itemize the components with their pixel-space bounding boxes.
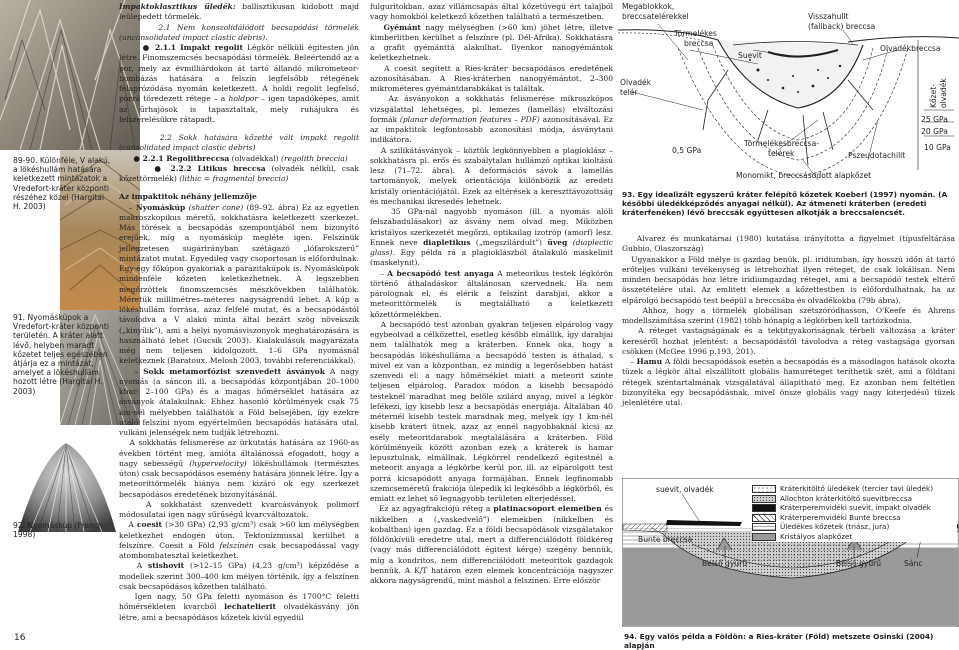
label-teler: telér bbox=[620, 88, 638, 97]
paragraph: 35 GPa-nál nagyobb nyomáson (ill. a nyomás alóli felszabadulásakor) az ásvány nem olvad meg. Miközben kristályos szerkezetét megőrzi, optikailag izotróp (amorf) lesz. Ennek neve diapletikus („megszilárdult”) üveg (diaplectic glass). Egy példa rá a plagioklászból átalakuló maskelinit (maskelynit). bbox=[370, 207, 614, 268]
paragraph: ● 2.2.2 Litikus breccsa (olvadék nélkül, csak kőzettörmelék) (lithic = fragmental breccia) bbox=[119, 163, 359, 183]
caption-fig-92: 92. Nyomáskúp (French 1998) bbox=[13, 521, 103, 540]
text-column-3 bbox=[370, 2, 613, 650]
legend-label: Kráterperemvidéki suevit, impakt olvadék bbox=[780, 503, 931, 513]
paragraph: Impaktoklasztikus üledék: ballisztikusan kidobott majd leülepedett törmelék. bbox=[119, 2, 360, 22]
legend-swatch bbox=[752, 504, 776, 512]
label-kozet: Kőzet- bbox=[929, 83, 938, 108]
paragraph: ● 2.2.1 Regolitbreccsa (olvadékkal) (regolith breccia) bbox=[133, 153, 348, 163]
paragraph: – Nyomáskúp (shatter cone) (89–92. ábra) Ez az egyetlen makroszkopikus méretű, sokkhatásra keletkezett szerkezet. Más törések a becsapódás szempontjából nem bizonyító erejűek, míg a nyomáskúp megléte igen. Felszínük jellegzetesen sugárirányban szétágazó „lófarokszerű” mintázatot mutat. Egyedileg vagy csoportosan is előfordulnak. Egy-egy főkúpon gyakoriak a parazitakúpok is. Nyomáskúpok mindenféle kőzeten keletkezhetnek. A legszebben megőrzöttek finomszemcsés mészkövekben találhatók. Méretük millimétres–méteres nagyságrendű lehet. A kúp a lökéshullám forrása, azaz felfelé mutat, és a becsapódástól távolodva a V alakú minta által bezárt szög növekszik („kinyílik”), ami a helyi nyomásviszonyok meghatározására is használható lehet (Gucsik 2003). Kialakulásuk magyarázata még nem teljesen kidolgozott. 1–6 GPa nyomásnál keletkeznek (Baratoux, Melosh 2003, további referenciákkal). bbox=[119, 202, 359, 366]
legend-swatch bbox=[752, 533, 776, 541]
label-fig94-belso-gyuru-right: Belső gyűrű bbox=[836, 559, 882, 568]
paragraph: A coesit segített a Ries-kráter becsapódásos eredetének azonosításában. A Ries-kráterben nanogyémántot, 2–300 mikrométeres gyémántdarabkákat is találtak. bbox=[370, 63, 613, 93]
label-megablokkok: Megablokkok, bbox=[622, 2, 675, 11]
label-breccsatelerek: breccsatelérekkel bbox=[622, 12, 689, 21]
label-pszeudotachilit: Pszeudotachilit bbox=[848, 151, 906, 160]
caption-fig-91: 91. Nyomáskúpok a Vredefort-kráter központi területén. A kráter alatt lévő, helyben maradt kőzetet teljes egészében átjárja ez a mintázat, amelyet a lökéshullám hozott létre (Hargitai H. 2003) bbox=[13, 313, 109, 396]
legend-label: Kristályos alapkőzet bbox=[780, 531, 853, 541]
text-column-4 bbox=[622, 234, 955, 494]
label-fig94-suevit: suevit, olvadék bbox=[656, 485, 714, 494]
paragraph: 2.1 Nem konszolidálódott becsapódási törmelék (unconsolidated impact clastic debris). bbox=[119, 22, 359, 42]
caption-fig-94: 94. Egy valós példa a Földön: a Ries-kráter (Föld) metszete Osinski (2004) alapján bbox=[624, 632, 934, 650]
label-05gpa: 0,5 GPa bbox=[672, 146, 702, 155]
paragraph: Ugyanakkor a Föld mélye is gazdag benük, pl. iridiumban, így hosszú időn át tartó erőteljes vulkáni tevékenység is létrehozhat ilyen réteget, de csak lokálisan. Nem minden becsapódás hoz létre iridiumgazdag réteget, ami a becsapódó testek eltérő összetételére utal. Az emlitett elemek a kőzettestben is előfordulhatnak, ha az elpárolgó becsapódó test beépül a breccsába és olvadékokba (79b ábra). bbox=[622, 254, 955, 305]
paragraph: – A becsapódó test anyaga A meteorikus testek légkörön történő áthaladáskor általánosan szervednek. Ha nem párolognak el, és elérik a felszínt darabjai, akkor a meteorittörmelék is megtalálható a keletkezett kőzettörmelékben. bbox=[370, 268, 613, 319]
paragraph: A sokkhatást szenvedett kvarcásványok polimorf módosulatai igen nagy sűrűségű kvarcváltozatok. bbox=[119, 499, 359, 519]
legend-swatch bbox=[752, 495, 776, 503]
legend-swatch bbox=[752, 523, 776, 531]
label-fig94-belso-gyuru-left: Belső gyűrű bbox=[702, 559, 748, 568]
label-olvadek: Olvadék bbox=[620, 78, 652, 87]
label-monomikt: Monomikt, breccsásodott alapkőzet bbox=[736, 171, 872, 180]
legend-label: Üledékes kőzetek (triász, jura) bbox=[780, 522, 890, 532]
paragraph: 2.2 Sokk hatására kőzetté vált impakt regolit (consolidated impact clastic debris) bbox=[119, 133, 359, 153]
paragraph: A szilikátásványok – köztük legkönnyebben a plagioklász – sokkhatásra pl. erős és szabálytalan hullámzó optikai kioltású lesz (71–72. ábra). A deformációs sávok a lamellás tartományok, melyek orientációja különbözik az eredeti kristály orientációjától. Ezek az eltérések a kereszttávozottság és mechanikai ikresedés lehetnek. bbox=[370, 145, 613, 206]
legend-swatch bbox=[752, 485, 776, 493]
paragraph: Ahhoz, hogy a törmelék globálisan szétszóródhasson, O'Keefe és Ahrens modellszámítása szerint (1982) több hónapig a légkörben kell tartózkodnia. bbox=[622, 305, 955, 325]
paragraph: Ez az agyagfrakciójú réteg a platinacsoport elemeiben és nikkelben a („vaskedvelő”) elemekben (nikkelben és kobaltban) igen gazdag. Ez a földi becsapódások vizsgálatakor földönkívüli eredetre utal, mert a differenciálódott földkéreg (vagy más differenciálódott égitest kérge) szegény bennük, míg a kondritos, nem differenciálódott meteoritok gazdagok bennük. A K/T határon ezen elemek koncentrációja nagyszer akkora nagyságrendű, mint máshol a felszínen. Erre először bbox=[370, 504, 614, 585]
paragraph: Az ásványokon a sokkhatás felismerése mikroszkópos vizsgálattal lehetséges, pl. lemezes (lamellás) elváltozási formák (planar deformation features – PDF) azonosításával. Ez az impaktitok legfontosabb azonosítási módja, ásványtani indikátora. bbox=[370, 94, 613, 145]
figure-93-diagram bbox=[618, 0, 959, 188]
page-number: 16 bbox=[14, 633, 26, 643]
legend-label: Kráterkitöltő üledékek (tercier tavi üledék) bbox=[780, 484, 934, 493]
legend-item bbox=[752, 503, 957, 513]
paragraph: A coesit (>30 GPa) (2,93 g/cm³) csak >60 km mélységben keletkezhet endogén úton. Tektonizmussal kerülhet a felszínre. Coesit a Föld felszínén csak becsapódással vagy atombombatesztal keletkezhet. bbox=[119, 520, 359, 560]
paragraph: Alvarez és munkatársai (1980) kutatása irányította a figyelmet (típusfeltárása Gubbio, Olaszország) bbox=[622, 234, 955, 254]
caption-fig-89-90: 89-90. Különféle, V alakú, a lökéshullám hatására keletkezett mintázatok a Vredefort-kráter központi részéhez közel (Hargitai H. 2003) bbox=[13, 156, 111, 212]
label-20gpa: 20 GPa bbox=[921, 127, 948, 136]
text-column-2 bbox=[119, 2, 359, 650]
label-visszahullt: Visszahullt bbox=[808, 12, 849, 21]
paragraph: ● 2.1.1 Impakt regolit Légkör nélküli égitesten jön létre. Finomszemcsés becsapódási törmelék. Beleértendő az a por, mely az évmilliárdokon át tartó állandó mikrometeor-bombázás hatására a felszín legfelsőbb rétegének felaprózódása nyomán keletkezett. A holdi regolit legfelső, porrá töredezett rétege – a holdpor – igen tapadóképes, amit az űrhajósok is tapasztaltak, mely ruhájukra és felszerelésükre rátapadt. bbox=[119, 43, 359, 124]
label-suevit: Suevit bbox=[738, 51, 762, 60]
paragraph: A sokkhatás felismerése az ürkutatás hatására az 1960-as években történt meg, amióta általánossá efogadott, hogy a nagy sebességű (hypervelocity) lökéshullámok (természtes úton) csak becsapódásos esemény hatására jönnek létre. Így a meteorittörmelék hiánya nem kizáró ok egy szerkezet becsapódásos eredetének bizonyításánál. bbox=[119, 438, 359, 499]
legend-item bbox=[752, 522, 957, 532]
legend-item bbox=[752, 494, 957, 504]
paragraph: Az impaktitok néhány jellemzője bbox=[119, 192, 257, 202]
paragraph-gap bbox=[119, 125, 359, 133]
label-25gpa: 25 GPa bbox=[921, 115, 948, 124]
label-fig94-bunte: Bunte breccsa bbox=[638, 535, 693, 544]
label-tormelekesbreccsa: Törmelékesbreccsa- bbox=[744, 139, 820, 148]
paragraph: A stishovit (>12–15 GPa) (4,23 g/cm³) képződése a modellek szerint 300–400 km mélyen történik, így a felszínen csak becsapódásos kőzetben található. bbox=[119, 561, 359, 591]
legend-swatch bbox=[752, 514, 776, 522]
label-10gpa: 10 GPa bbox=[924, 143, 951, 152]
paragraph: Igen nagy, 50 GPa feletti nyomáson és 1700°C feletti hőmérsékleten kvarcból lechatelierit olvadékásvány jön létre, ami a becsapódásos kőzetek kivül egyedül bbox=[119, 592, 359, 622]
label-breccsa: breccsa bbox=[684, 39, 714, 48]
legend-item bbox=[752, 513, 957, 523]
label-fallback: (fallback) breccsa bbox=[808, 22, 876, 31]
paragraph: Gyémánt nagy mélységben (>60 km) jöhet létre, illetve kimberlitben kerülhet a felszínre (pl. Dél-Afrika). Sokkhatásra a grafit gyémánttá alakulhat. Ilyenkor nanogyémántok keletkezhetnek. bbox=[370, 22, 613, 63]
paragraph-gap bbox=[119, 184, 359, 192]
label-olvadek-vertical: olvadék bbox=[939, 78, 948, 108]
label-olvadekbreccsa: Olvadékbreccsa bbox=[880, 44, 941, 53]
legend-label: Allochton kráterkitöltő suevitbreccsa bbox=[780, 493, 913, 503]
label-telerek: telérek bbox=[768, 149, 795, 158]
label-fig94-sanc: Sánc bbox=[904, 559, 923, 568]
legend-item bbox=[752, 484, 957, 494]
paragraph: – Sokk metamorfózist szenvedett ásványok A nagy nyomás (a sáncon ill. a becsapódás központjában 20–1000 kbar: 2–100 GPa) és a magas hőmérséklet hatására az ásványok átalakulnak. Ehhez hasonló körülmények csak 75 km-nél mélyebben találhatók a Föld belsejében, így ezekre utaló felszíni nyom egyértelműen becsapódás hatására utal, vulkáni jelenségek nem tudják létrehozni. bbox=[119, 366, 359, 437]
paragraph: A becsapódó test azonban gyakran teljesen elpárolog vagy egybeolvad a célkőzettel, esetleg később elmállik, így darabjai nem találhatók meg a kráterben. Ennek oka, hogy a becsapódás lökéshulláma a becsapódó testen is áthalad, s mivel ez van a központban, ez mindig a legerősebben hatást szenvedi el: a nagy hőmérséklet miatt a meteorit szinte teljesen elpárolog. Paradox módon a kisebb becsapódó testeknél maradhat meg belőle szilárd anyag, mivel a légkör lefékezi, így kisebb lesz a becsapódás energiája. Általában 40 méternél kisebb testek maradnak meg, melyek így 1 km-nél kisebb krátert ütnek, azaz az ennél nagyobbaknál kicsi az esély meteoritdarabok megtalálására a kráterben. Föld körülményeik között azonban ezek a kráterek is hamar lepusztulnak, elmállnak. Légkörrel rendelkező égitestnél a meteorit anyaga a légkörbe kerül por, ill. az elpárolgott test porrá kicsapódott anyaga formájában. Ennek legfinomabb szemcseméretű frakciója ülepedik ki legkésőbb a légkörből, és emiatt ez lehet ső legnagyobb területen elterjedéssel. bbox=[370, 319, 613, 503]
paragraph: A réteget vastagságának és a tektitgyakoriságnak térbeli változása a kráter kereséről hozhat jelentést: a becsapódástól távolodva a réteg vastagsága gyorsan csökken (McGee 1996 p.193, 201). bbox=[622, 326, 955, 356]
paragraph: fulguritokban, azaz villámcsapás által kőzetüvegü ért talajból vagy homokból keletkező kőzetben található a természetben. bbox=[370, 2, 613, 22]
paragraph: – Hamu A földi becsapódások esetén a becsapódás és a másodlagos hatások okozta tüzek a légkör által elszállított globális hamuréteget teríthetik szét, ami a földtani rétegek széntartalmának vizsgálatával állapitható meg. Ez azonban nem feltétlen bizonyítéka egy becsapódásnak, mivel önsze globális vagy nagy kiterjedésű tüzek jelenlétére utal. bbox=[622, 357, 955, 407]
fig94-legend bbox=[752, 484, 957, 542]
legend-label: Kráterperemvidéki Bunte breccsa bbox=[780, 512, 901, 522]
legend-item bbox=[752, 532, 957, 542]
label-tormelekes: Törmelékes bbox=[674, 29, 717, 38]
caption-fig-93: 93. Egy idealizált egyszerű kráter felépítő kőzetek Koeberl (1997) nyomán. (A későbbi üledékképződés anyagai nélkül). Az átmeneti kráterben (eredeti kráterfenéken) lévő breccsák egyűttesen alkotják a breccsalencsét. bbox=[622, 190, 948, 218]
